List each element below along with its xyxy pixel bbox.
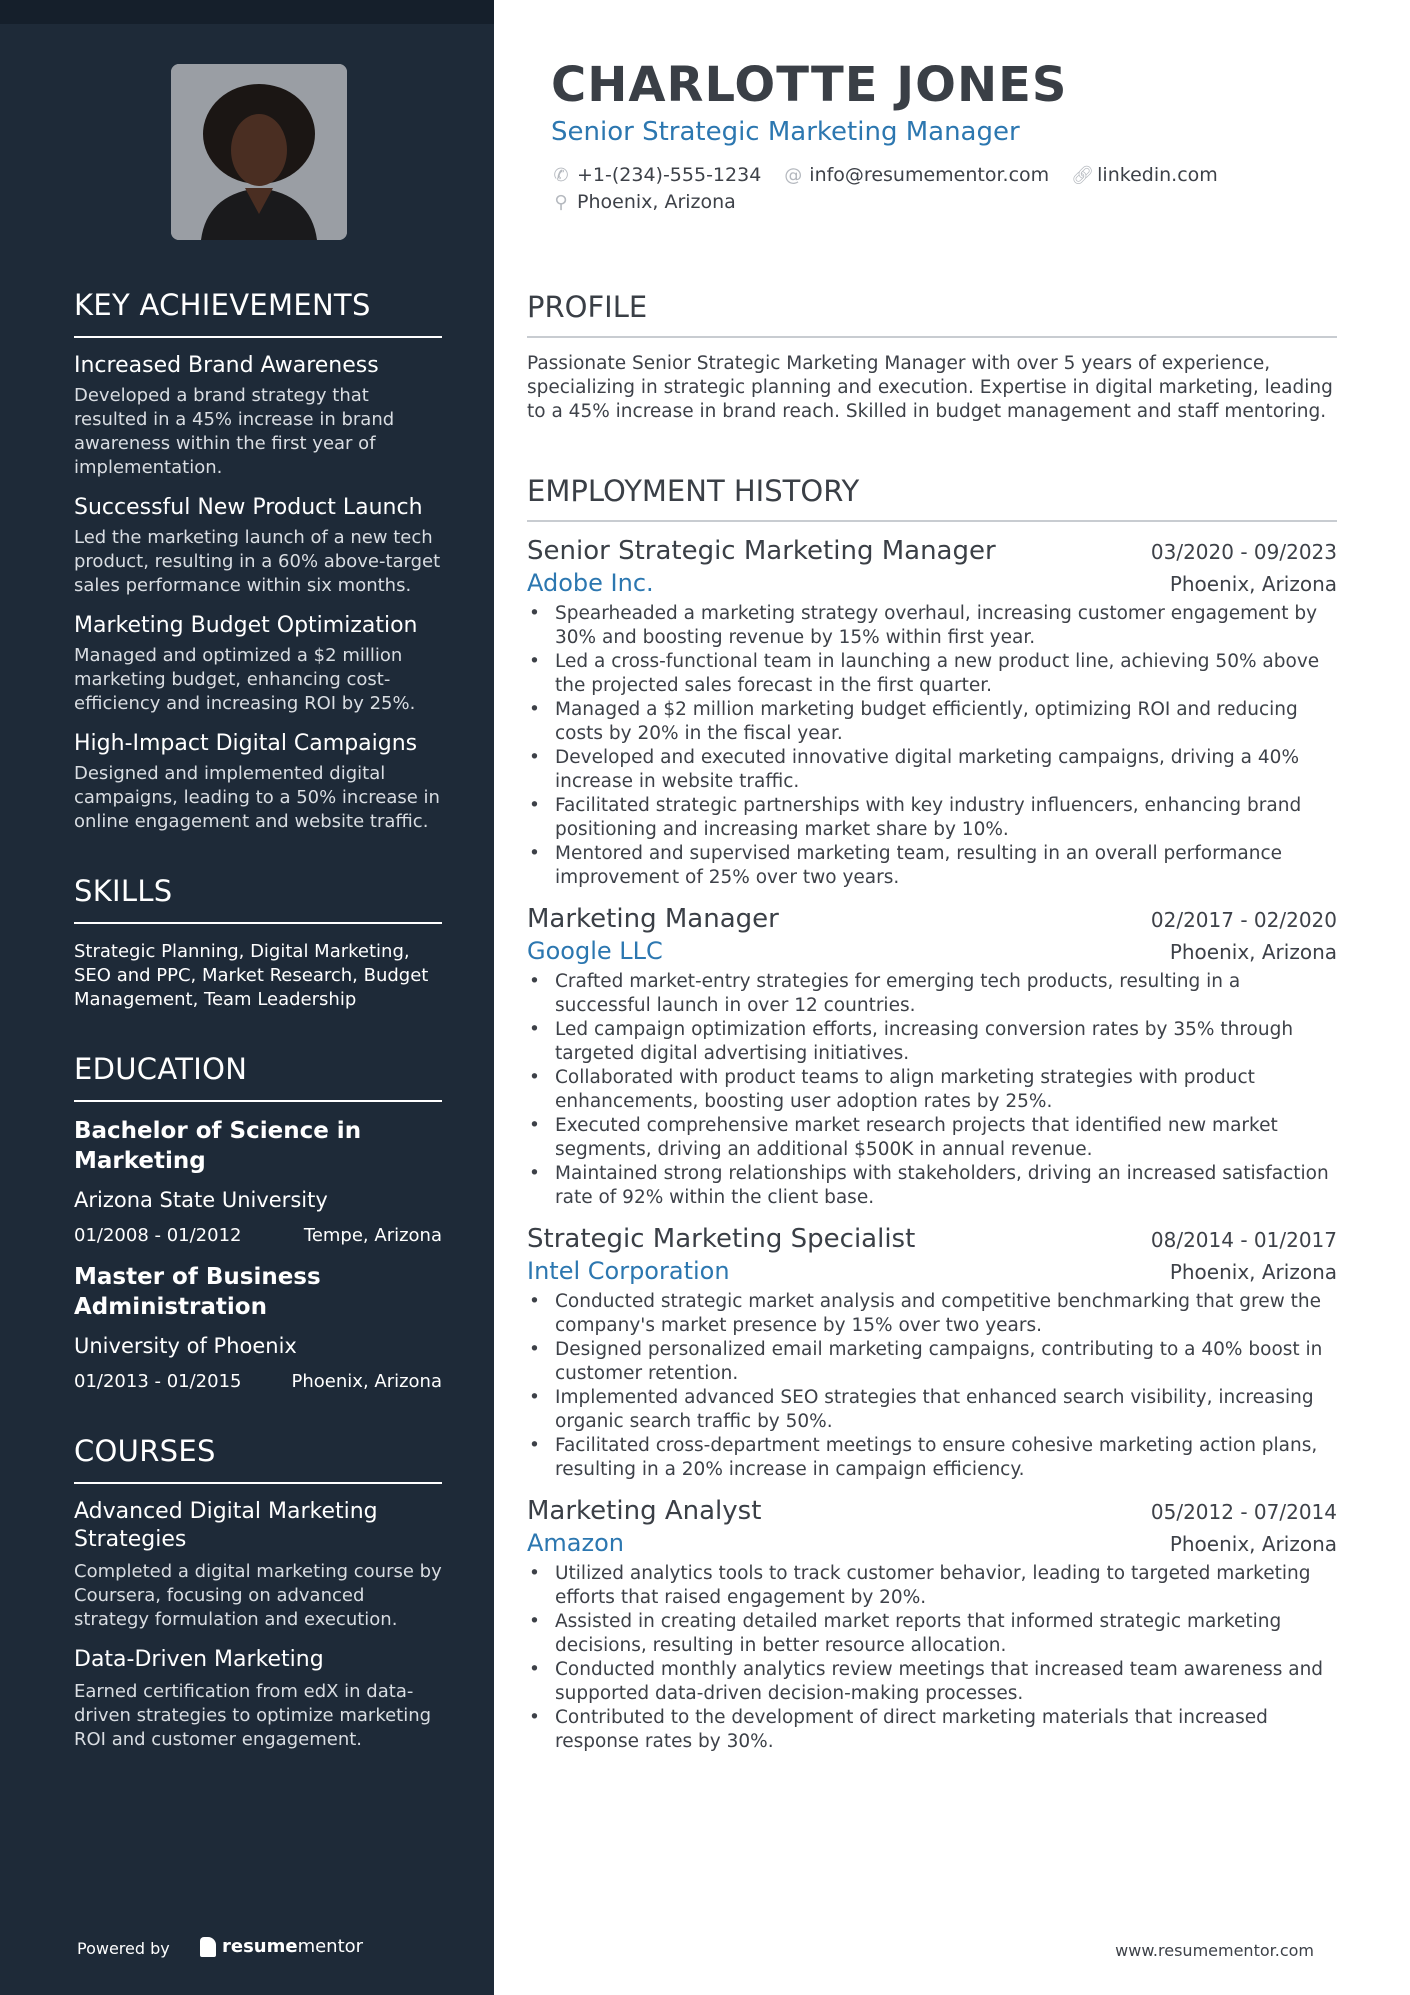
- job-dates: 08/2014 - 01/2017: [1150, 1228, 1337, 1252]
- email-text: info@resumementor.com: [809, 164, 1050, 186]
- contact-info: [551, 162, 1351, 216]
- job-location: Phoenix, Arizona: [1169, 1532, 1337, 1556]
- job-dates: 03/2020 - 09/2023: [1150, 540, 1337, 564]
- education-item: [74, 1116, 442, 1248]
- achievement-title: Marketing Budget Optimization: [74, 613, 418, 638]
- list-item: • Led a cross-functional team in launching a new product line, achieving 50% above the projected sales forecast in the first quarter.: [527, 650, 1337, 698]
- at-icon: @: [784, 165, 803, 186]
- job-role: Senior Strategic Marketing Manager: [527, 536, 996, 566]
- brand-logo[interactable]: [200, 1936, 363, 1957]
- employment-heading: EMPLOYMENT HISTORY: [527, 474, 1337, 522]
- list-item: • Executed comprehensive market research projects that identified new market segments, driving an additional $500K in annual revenue.: [527, 1114, 1337, 1162]
- education-section: [74, 1052, 442, 1394]
- phone-text: +1-(234)-555-1234: [577, 164, 762, 186]
- job-company: Intel Corporation: [527, 1257, 730, 1285]
- list-item: • Maintained strong relationships with stakeholders, driving an increased satisfaction rate of 92% within the client base.: [527, 1162, 1337, 1210]
- powered-by-label: Powered by: [77, 1939, 170, 1958]
- contact-email[interactable]: [783, 162, 1049, 189]
- list-item: • Managed a $2 million marketing budget efficiently, optimizing ROI and reducing costs by 20% in the fiscal year.: [527, 698, 1337, 746]
- achievements-heading: KEY ACHIEVEMENTS: [74, 288, 442, 338]
- list-item: • Conducted monthly analytics review meetings that increased team awareness and supported data-driven decision-making processes.: [527, 1658, 1337, 1706]
- list-item: • Facilitated strategic partnerships with key industry influencers, enhancing brand positioning and increasing market share by 10%.: [527, 794, 1337, 842]
- job-role: Marketing Analyst: [527, 1496, 762, 1526]
- achievement-title: High-Impact Digital Campaigns: [74, 731, 418, 756]
- sidebar-top-bar: [0, 0, 494, 24]
- education-heading: EDUCATION: [74, 1052, 442, 1102]
- job-entry: [527, 1494, 1337, 1754]
- job-bullets: [527, 602, 1337, 890]
- sidebar-content: [74, 288, 442, 1792]
- job-role: Marketing Manager: [527, 904, 779, 934]
- profile-text: Passionate Senior Strategic Marketing Manager with over 5 years of experience, specializing in strategic planning and execution. Expertise in digital marketing, leading to a 45% increase in brand reach. Skilled in budget management and staff mentoring.: [527, 353, 1333, 422]
- location-text: Phoenix, Arizona: [577, 191, 736, 213]
- job-bullets: [527, 1290, 1337, 1482]
- skills-section: [74, 874, 442, 1012]
- education-location: Tempe, Arizona: [303, 1225, 442, 1246]
- achievement-desc: Designed and implemented digital campaigns, leading to a 50% increase in online engagement and website traffic.: [74, 763, 440, 832]
- linkedin-text: linkedin.com: [1097, 164, 1218, 186]
- job-company: Amazon: [527, 1529, 624, 1557]
- education-degree: Master of Business Administration: [74, 1264, 321, 1320]
- achievement-item: [74, 494, 442, 598]
- skills-heading: SKILLS: [74, 874, 442, 924]
- course-item: [74, 1646, 442, 1752]
- list-item: • Designed personalized email marketing campaigns, contributing to a 40% boost in customer retention.: [527, 1338, 1337, 1386]
- course-item: [74, 1498, 442, 1632]
- location-pin-icon: ⚲: [554, 192, 568, 213]
- achievement-desc: Led the marketing launch of a new tech product, resulting in a 60% above-target sales performance within six months.: [74, 527, 441, 596]
- profile-photo: [171, 64, 347, 240]
- job-company: Adobe Inc.: [527, 569, 654, 597]
- achievement-desc: Developed a brand strategy that resulted in a 45% increase in brand awareness within the first year of implementation.: [74, 385, 395, 478]
- course-desc: Completed a digital marketing course by Coursera, focusing on advanced strategy formulation and execution.: [74, 1561, 442, 1630]
- job-entry: [527, 902, 1337, 1210]
- courses-section: [74, 1434, 442, 1752]
- profile-section: [527, 290, 1337, 424]
- list-item: • Led campaign optimization efforts, increasing conversion rates by 35% through targeted digital advertising initiatives.: [527, 1018, 1337, 1066]
- list-item: • Contributed to the development of direct marketing materials that increased response rates by 30%.: [527, 1706, 1337, 1754]
- course-title: Data-Driven Marketing: [74, 1647, 324, 1672]
- job-entry: [527, 1222, 1337, 1482]
- sidebar: [0, 0, 494, 1995]
- list-item: • Developed and executed innovative digital marketing campaigns, driving a 40% increase in website traffic.: [527, 746, 1337, 794]
- brand-name-light: mentor: [297, 1936, 364, 1957]
- job-location: Phoenix, Arizona: [1169, 572, 1337, 596]
- achievement-item: [74, 730, 442, 834]
- brand-mark-icon: [200, 1937, 216, 1957]
- list-item: • Spearheaded a marketing strategy overhaul, increasing customer engagement by 30% and boosting revenue by 15% within first year.: [527, 602, 1337, 650]
- course-desc: Earned certification from edX in data-driven strategies to optimize marketing ROI and customer engagement.: [74, 1681, 432, 1750]
- job-bullets: [527, 970, 1337, 1210]
- list-item: • Assisted in creating detailed market reports that informed strategic marketing decisions, resulting in better resource allocation.: [527, 1610, 1337, 1658]
- list-item: • Utilized analytics tools to track customer behavior, leading to targeted marketing efforts that raised engagement by 20%.: [527, 1562, 1337, 1610]
- achievement-desc: Managed and optimized a $2 million marketing budget, enhancing cost-efficiency and increasing ROI by 25%.: [74, 645, 416, 714]
- list-item: • Facilitated cross-department meetings to ensure cohesive marketing action plans, resulting in a 20% increase in campaign efficiency.: [527, 1434, 1337, 1482]
- contact-linkedin[interactable]: [1071, 162, 1218, 189]
- job-entry: [527, 534, 1337, 890]
- list-item: • Collaborated with product teams to align marketing strategies with product enhancements, boosting user adoption rates by 25%.: [527, 1066, 1337, 1114]
- achievement-title: Increased Brand Awareness: [74, 353, 379, 378]
- resume-header: [551, 56, 1351, 216]
- candidate-title: Senior Strategic Marketing Manager: [551, 117, 1020, 147]
- contact-location: [551, 189, 736, 216]
- education-dates: 01/2008 - 01/2012: [74, 1225, 242, 1246]
- achievement-item: [74, 352, 442, 480]
- list-item: • Conducted strategic market analysis and competitive benchmarking that grew the company's market presence by 15% over two years.: [527, 1290, 1337, 1338]
- contact-phone[interactable]: [551, 162, 761, 189]
- education-item: [74, 1262, 442, 1394]
- job-location: Phoenix, Arizona: [1169, 1260, 1337, 1284]
- education-school: University of Phoenix: [74, 1334, 297, 1358]
- job-dates: 02/2017 - 02/2020: [1150, 908, 1337, 932]
- education-location: Phoenix, Arizona: [291, 1371, 442, 1392]
- employment-section: [527, 474, 1337, 1754]
- avatar-illustration: [171, 64, 347, 240]
- job-company: Google LLC: [527, 937, 663, 965]
- achievements-section: [74, 288, 442, 834]
- education-degree: Bachelor of Science in Marketing: [74, 1118, 362, 1174]
- brand-name-bold: resume: [222, 1936, 298, 1957]
- courses-heading: COURSES: [74, 1434, 442, 1484]
- phone-icon: ✆: [553, 165, 569, 186]
- link-icon: 🔗︎: [1071, 165, 1095, 186]
- achievement-title: Successful New Product Launch: [74, 495, 423, 520]
- education-school: Arizona State University: [74, 1188, 328, 1212]
- course-title: Advanced Digital Marketing Strategies: [74, 1499, 378, 1552]
- job-dates: 05/2012 - 07/2014: [1150, 1500, 1337, 1524]
- job-bullets: [527, 1562, 1337, 1754]
- list-item: • Implemented advanced SEO strategies that enhanced search visibility, increasing organic search traffic by 50%.: [527, 1386, 1337, 1434]
- main-content: [527, 290, 1337, 1754]
- list-item: • Crafted market-entry strategies for emerging tech products, resulting in a successful launch in over 12 countries.: [527, 970, 1337, 1018]
- list-item: • Mentored and supervised marketing team, resulting in an overall performance improvement of 25% over two years.: [527, 842, 1337, 890]
- job-role: Strategic Marketing Specialist: [527, 1224, 916, 1254]
- achievement-item: [74, 612, 442, 716]
- profile-heading: PROFILE: [527, 290, 1337, 338]
- footer-url[interactable]: www.resumementor.com: [1115, 1941, 1314, 1960]
- candidate-name: CHARLOTTE JONES: [551, 57, 1068, 113]
- job-location: Phoenix, Arizona: [1169, 940, 1337, 964]
- education-dates: 01/2013 - 01/2015: [74, 1371, 242, 1392]
- skills-list: Strategic Planning, Digital Marketing, SEO and PPC, Market Research, Budget Management, Team Leadership: [74, 941, 429, 1010]
